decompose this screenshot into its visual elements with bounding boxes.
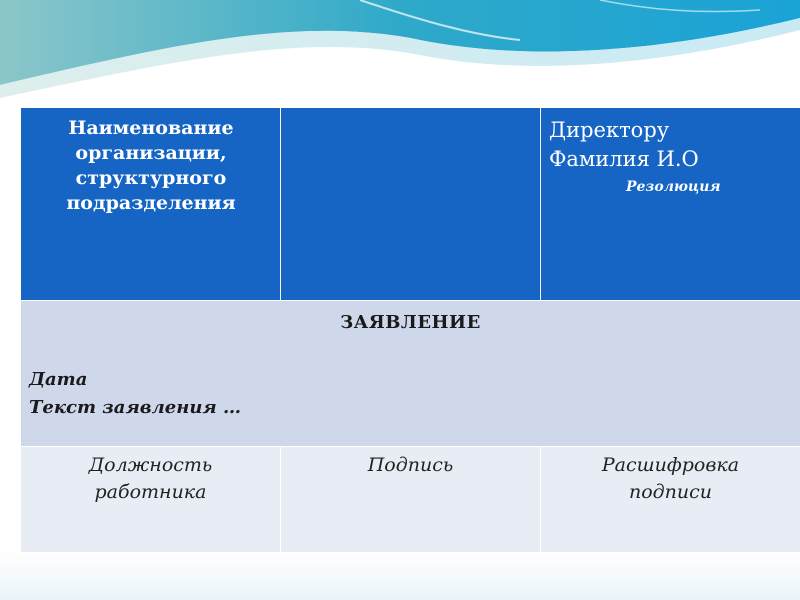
signature-label: Подпись: [367, 454, 454, 476]
position-cell: [21, 447, 281, 553]
signature-cell: [281, 447, 541, 553]
statement-cell: [21, 301, 800, 447]
decorative-wave-background: [0, 0, 800, 110]
decoding-cell: [541, 447, 800, 553]
position-label: Должность работника: [88, 454, 213, 503]
signature-decoding-label: Расшифровка подписи: [601, 454, 740, 503]
signature-row: [21, 447, 800, 553]
header-middle-cell: [281, 108, 541, 301]
director-cell: [541, 108, 800, 301]
resolution-label: Резолюция: [626, 179, 721, 195]
org-name: Наименование организации, структурного подразделения: [66, 117, 236, 214]
org-name-cell: [21, 108, 281, 301]
statement-row: [21, 301, 800, 447]
director-line2: Фамилия И.О: [549, 147, 699, 171]
director-line1: Директору: [549, 118, 670, 142]
date-label: Дата: [29, 369, 88, 390]
director-block: [541, 108, 800, 200]
statement-text-label: Текст заявления …: [29, 397, 242, 418]
statement-body: [21, 333, 800, 422]
statement-title: ЗАЯВЛЕНИЕ: [340, 312, 481, 333]
header-row: [21, 108, 800, 301]
bottom-fade: [0, 550, 800, 600]
statement-form-table: [20, 107, 800, 553]
